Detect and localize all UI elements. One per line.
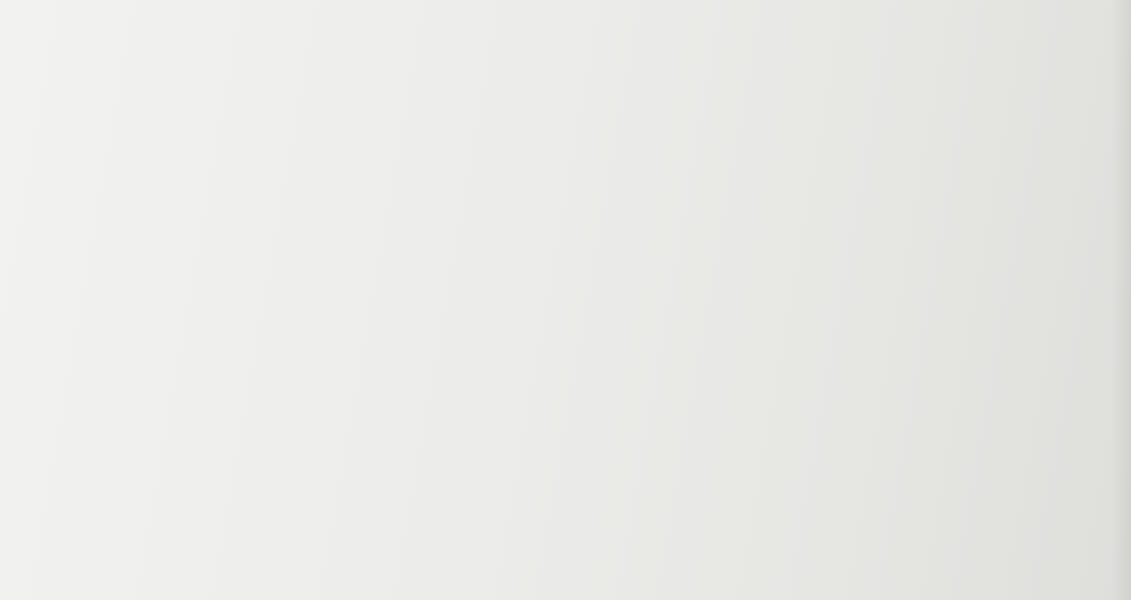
report-title <box>0 0 1110 4</box>
esr-reference-range <box>903 560 1058 561</box>
esr-section-title <box>3 533 1113 540</box>
paper-edge-shadow <box>1111 0 1131 600</box>
esr-row <box>3 559 1113 566</box>
